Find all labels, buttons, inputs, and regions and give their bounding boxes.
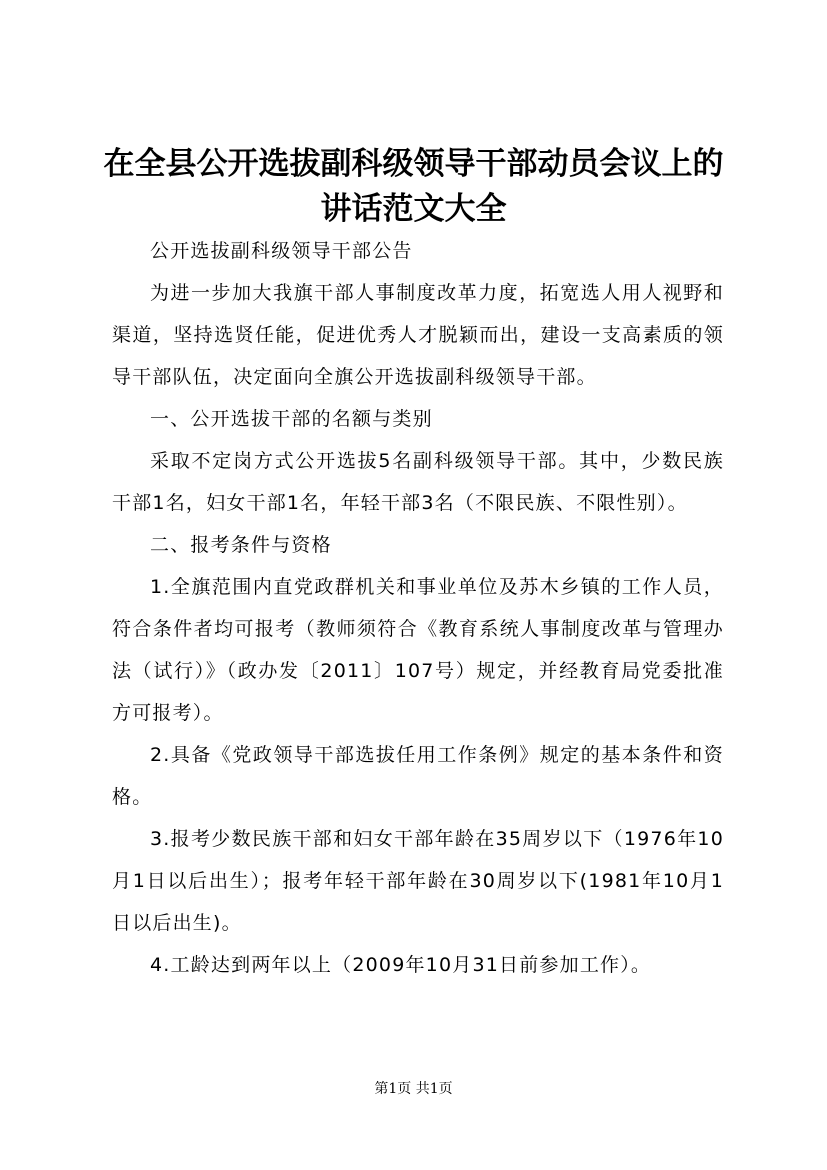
condition-item-4: 4.工龄达到两年以上（2009年10月31日前参加工作）。 (150, 954, 652, 976)
title-line-2: 讲话范文大全 (320, 191, 507, 227)
condition-item-2: 2.具备《党政领导干部选拔任用工作条例》规定的基本条件和资格。 (112, 744, 724, 808)
announcement-heading: 公开选拔副科级领导干部公告 (150, 240, 413, 262)
intro-paragraph: 为进一步加大我旗干部人事制度改革力度，拓宽选人用人视野和渠道，坚持选贤任能，促进优秀人才脱颖而出，建设一支高素质的领导干部队伍，决定面向全旗公开选拔副科级领导干部。 (112, 282, 724, 388)
quota-paragraph: 采取不定岗方式公开选拔5名副科级领导干部。其中，少数民族干部1名，妇女干部1名，年轻干部3名（不限民族、不限性别）。 (112, 450, 724, 514)
page-number: 第1页 共1页 (374, 1081, 453, 1097)
condition-item-3: 3.报考少数民族干部和妇女干部年龄在35周岁以下（1976年10月1日以后出生）；报考年轻干部年龄在30周岁以下(1981年10月1日以后出生)。 (112, 828, 724, 934)
document-title (0, 142, 827, 232)
title-line-1: 在全县公开选拔副科级领导干部动员会议上的 (103, 146, 724, 182)
document-body (112, 230, 724, 986)
section-heading-conditions: 二、报考条件与资格 (150, 534, 332, 556)
section-heading-quota: 一、公开选拔干部的名额与类别 (150, 408, 433, 430)
condition-item-1: 1.全旗范围内直党政群机关和事业单位及苏木乡镇的工作人员，符合条件者均可报考（教师须符合《教育系统人事制度改革与管理办法（试行）》（政办发〔2011〕107号）规定，并经教育局党委批准方可报考）。 (112, 576, 724, 724)
